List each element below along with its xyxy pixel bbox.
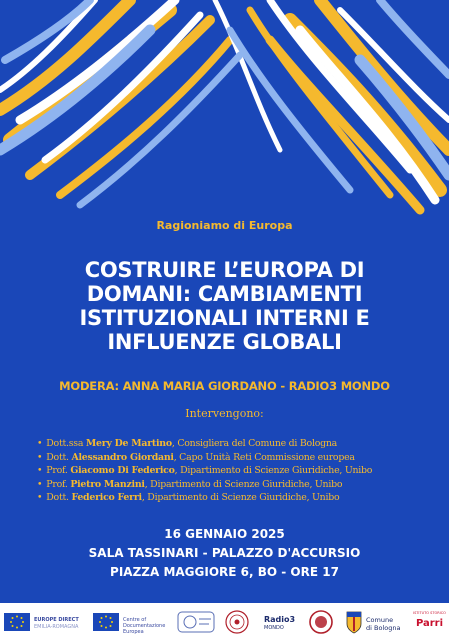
event-address: PIAZZA MAGGIORE 6, BO - ORE 17 [110,565,339,579]
speaker-name: Mery De Martino [85,438,172,449]
radio3-sub: MONDO [264,625,284,631]
moderator-line: MODERA: ANNA MARIA GIORDANO - RADIO3 MONDO [59,379,390,393]
red-seal-icon [306,609,336,635]
decorative-brushstrokes [0,0,449,215]
speaker-name: Giacomo Di Federico [70,465,175,477]
speaker-title: Dott. [46,492,72,504]
comune-label-line2: di Bologna [366,624,401,632]
parri-logo [412,609,447,635]
event-venue: SALA TASSINARI - PALAZZO D'ACCURSIO [88,546,361,560]
cde-label-line1: Centre of [123,617,147,623]
speakers-heading: Intervengono: [185,407,264,420]
cde-logo [93,609,171,635]
speaker-name: Alessandro Giordani [71,451,174,463]
title-line: DOMANI: CAMBIAMENTI [86,282,363,306]
comune-bologna-logo [344,609,410,635]
event-details [0,525,449,582]
radio3-logo [264,609,300,635]
speaker-name: Federico Ferri [71,492,142,504]
speaker-role: , Dipartimento di Scienze Giuridiche, Unibo [141,492,340,504]
speaker-item [37,478,372,492]
partner-logos-bar [0,603,449,640]
city-crest-icon [344,609,364,635]
title-line: ISTITUZIONALI INTERNI E [79,306,370,330]
comune-label-line1: Comune [366,616,394,624]
speaker-role: , Dipartimento di Scienze Giuridiche, Unibo [144,478,343,490]
parri-top-label: ISTITUTO STORICO [413,611,446,615]
event-date: 16 GENNAIO 2025 [164,527,285,541]
europe-direct-label: EUROPE DIRECT [34,617,79,623]
title-line: COSTRUIRE L’EUROPA DI [84,258,365,282]
speaker-role: , Capo Unità Reti Commissione europea [173,451,355,463]
europe-direct-city: EMILIA-ROMAGNA [34,624,79,630]
speaker-title: Prof. [46,478,71,490]
europe-direct-logo [4,609,84,635]
speaker-item [37,437,372,451]
parri-label: Parri [415,618,444,629]
speaker-item [37,464,372,478]
speakers-list [37,437,372,505]
speaker-name: Pietro Manzini [70,478,145,490]
speaker-title: Prof. [46,465,71,477]
event-title [10,258,439,354]
speaker-role: , Dipartimento di Scienze Giuridiche, Unibo [174,465,373,477]
institution-badge-icon [176,609,216,635]
kicker-label: Ragioniamo di Europa [156,219,293,232]
speaker-item [37,451,372,465]
university-seal-icon [224,609,250,635]
speaker-title: Dott. [46,451,72,463]
speaker-item [37,491,372,505]
speaker-title: Dott.ssa [46,438,86,449]
radio3-label: Radio3 [264,615,296,624]
title-line: INFLUENZE GLOBALI [107,330,342,354]
speaker-role: , Consigliera del Comune di Bologna [171,438,337,449]
eu-flag-icon [93,613,119,631]
eu-flag-icon [4,613,30,631]
cde-label-line2: Documentazione Europea [123,623,166,635]
